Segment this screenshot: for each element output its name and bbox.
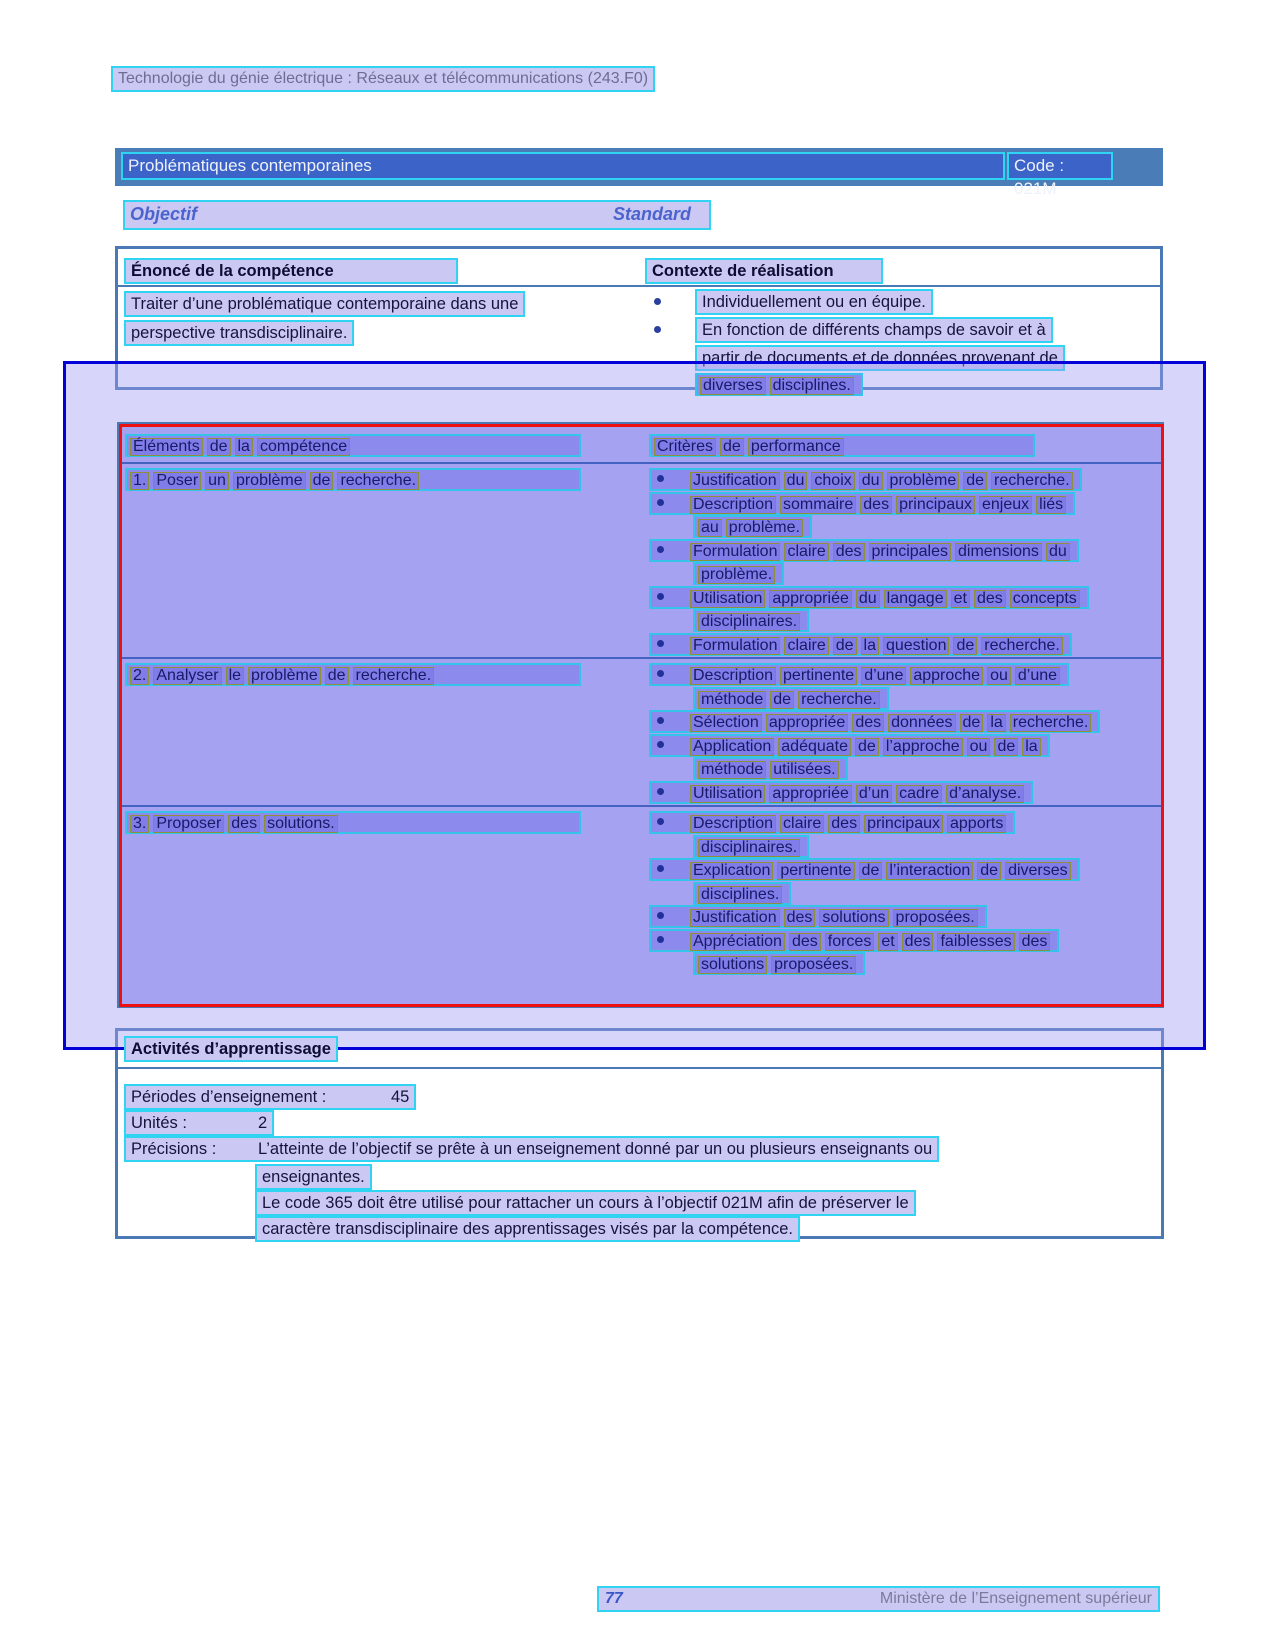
word-annotation: principales (869, 543, 951, 561)
word-annotation: de (953, 637, 977, 655)
word-annotation: problème (248, 667, 321, 685)
word-annotation: appropriée (769, 785, 852, 803)
criteria-line (693, 882, 791, 905)
word-annotation: approche (910, 667, 983, 685)
word-annotation: disciplinaires. (698, 613, 800, 631)
word-annotation: la (861, 637, 879, 655)
word-annotation: recherche. (353, 667, 435, 685)
bullet-icon (657, 818, 664, 825)
element-label (125, 663, 581, 686)
word-annotation: Appréciation (690, 933, 785, 951)
word-annotation: l’interaction (886, 862, 973, 880)
word-annotation: le (226, 667, 244, 685)
word-annotation: question (883, 637, 950, 655)
word-annotation: problème (233, 472, 306, 490)
word-annotation: d’une (861, 667, 906, 685)
word-annotation: des (789, 933, 821, 951)
bullet-icon (657, 741, 664, 748)
word-annotation: 2. (130, 667, 149, 685)
word-annotation: et (951, 590, 970, 608)
bullet-icon (657, 499, 664, 506)
word-annotation: Description (690, 496, 776, 514)
text-line: Traiter d’une problématique contemporaine dans une (124, 291, 525, 317)
periods-value: 45 (391, 1088, 410, 1106)
word-annotation: la (1022, 738, 1040, 756)
word-annotation: faiblesses (937, 933, 1014, 951)
activities-header (124, 1036, 338, 1062)
table-header-separator (119, 462, 1162, 464)
word-annotation: Justification (690, 472, 780, 490)
word-annotation: et (878, 933, 897, 951)
word-annotation: ou (987, 667, 1011, 685)
criteria-line (649, 539, 1079, 562)
word-annotation: recherche. (981, 637, 1063, 655)
word-annotation: solutions (819, 909, 888, 927)
bullet-icon (657, 936, 664, 943)
word-annotation: recherche. (1010, 714, 1092, 732)
criteria-list (649, 468, 1089, 656)
column-header-criteres (649, 434, 1035, 457)
word-annotation: Sélection (690, 714, 762, 732)
precisions-continuation: enseignantes. (255, 1164, 372, 1190)
word-annotation: performance (748, 438, 844, 456)
word-annotation: adéquate (778, 738, 851, 756)
word-annotation: Description (690, 815, 776, 833)
precisions-continuation: caractère transdisciplinaire des apprentissages visés par la compétence. (255, 1216, 800, 1242)
banner-title: Problématiques contemporaines (121, 152, 1005, 180)
word-annotation: proposées. (771, 956, 856, 974)
criteria-line (649, 781, 1033, 804)
word-annotation: de (720, 438, 744, 456)
word-annotation: appropriée (766, 714, 849, 732)
word-annotation: claire (780, 815, 824, 833)
bullet-icon (657, 865, 664, 872)
word-annotation: des (828, 815, 860, 833)
word-annotation: problème (887, 472, 960, 490)
word-annotation: de (770, 691, 794, 709)
word-annotation: utilisées. (770, 761, 838, 779)
text-line (695, 373, 863, 396)
word-annotation: un (205, 472, 229, 490)
word-annotation: forces (825, 933, 875, 951)
bullet-icon (657, 475, 664, 482)
elements-table (117, 422, 1164, 1008)
word-annotation: Analyser (153, 667, 221, 685)
bullet-icon (657, 670, 664, 677)
criteria-line (649, 811, 1015, 834)
criteria-line (649, 586, 1089, 609)
criteria-line (649, 710, 1100, 733)
word-annotation: d’un (856, 785, 892, 803)
word-annotation: Description (690, 667, 776, 685)
criteria-line (693, 757, 848, 780)
bullet-icon (657, 717, 664, 724)
table-row-separator (119, 657, 1162, 659)
objectif-label: Objectif (130, 204, 198, 224)
word-annotation: Proposer (153, 815, 224, 833)
word-annotation: Application (690, 738, 774, 756)
criteria-line (649, 858, 1080, 881)
criteria-list (649, 811, 1080, 976)
word-annotation: du (1046, 543, 1070, 561)
word-annotation: apports (947, 815, 1006, 833)
activities-header-text: Activités d’apprentissage (124, 1036, 338, 1062)
word-annotation: d’une (1015, 667, 1060, 685)
word-annotation: Poser (153, 472, 201, 490)
word-annotation: diverses (700, 377, 766, 395)
word-annotation: pertinente (777, 862, 854, 880)
precisions-text: L’atteinte de l’objectif se prête à un enseignement donné par un ou plusieurs enseignants ou (258, 1140, 933, 1158)
text-line: En fonction de différents champs de savoir et à (695, 317, 1053, 343)
criteria-list (649, 663, 1100, 804)
bullet-icon (657, 788, 664, 795)
bullet-icon (657, 640, 664, 647)
word-annotation: problème. (698, 566, 775, 584)
word-annotation: Justification (690, 909, 780, 927)
document-header-text: Technologie du génie électrique : Réseaux et télécommunications (243.F0) (111, 66, 655, 92)
word-annotation: de (977, 862, 1001, 880)
list-item (645, 289, 933, 315)
word-annotation: recherche. (991, 472, 1073, 490)
word-annotation: l’approche (883, 738, 963, 756)
word-annotation: principaux (864, 815, 943, 833)
word-annotation: de (833, 637, 857, 655)
word-annotation: de (994, 738, 1018, 756)
word-annotation: appropriée (769, 590, 852, 608)
word-annotation: de (325, 667, 349, 685)
criteria-line (693, 835, 809, 858)
word-annotation: Formulation (690, 543, 780, 561)
word-annotation: langage (884, 590, 947, 608)
word-annotation: claire (784, 543, 828, 561)
word-annotation: solutions (698, 956, 767, 974)
text-line: perspective transdisciplinaire. (124, 320, 354, 346)
criteria-line (693, 609, 809, 632)
word-annotation: de (855, 738, 879, 756)
objectif-standard-row (123, 200, 711, 230)
word-annotation: problème. (726, 519, 803, 537)
page-number: 77 (605, 1590, 623, 1607)
word-annotation: du (856, 590, 880, 608)
table-row-separator (119, 805, 1162, 807)
word-annotation: recherche. (337, 472, 419, 490)
word-annotation: proposées. (893, 909, 978, 927)
word-annotation: concepts (1010, 590, 1080, 608)
criteria-line (693, 515, 812, 538)
word-annotation: claire (784, 637, 828, 655)
word-annotation: des (860, 496, 892, 514)
word-annotation: des (852, 714, 884, 732)
bullet-icon (654, 298, 661, 305)
column-header-contexte: Contexte de réalisation (645, 258, 883, 284)
word-annotation: ou (967, 738, 991, 756)
units-row (124, 1110, 274, 1136)
criteria-line (693, 952, 865, 975)
word-annotation: des (902, 933, 934, 951)
criteria-line (693, 687, 889, 710)
word-annotation: pertinente (780, 667, 857, 685)
text-line: Individuellement ou en équipe. (695, 289, 933, 315)
column-header-enonce: Énoncé de la compétence (124, 258, 458, 284)
word-annotation: méthode (698, 691, 766, 709)
column-header-elements (125, 434, 581, 457)
word-annotation: au (698, 519, 722, 537)
word-annotation: de (963, 472, 987, 490)
bullet-icon (657, 546, 664, 553)
word-annotation: des (974, 590, 1006, 608)
footer (597, 1586, 1160, 1612)
section-banner (115, 148, 1163, 198)
bullet-icon (654, 326, 661, 333)
word-annotation: la (235, 438, 253, 456)
units-value: 2 (258, 1114, 268, 1132)
word-annotation: de (207, 438, 231, 456)
word-annotation: 1. (130, 472, 149, 490)
word-annotation: 3. (130, 815, 149, 833)
bullet-icon (657, 912, 664, 919)
code-badge: Code : 021M (1007, 152, 1113, 180)
word-annotation: de (960, 714, 984, 732)
word-annotation: Explication (690, 862, 773, 880)
criteria-line (649, 734, 1050, 757)
criteria-line (693, 562, 784, 585)
element-label (125, 468, 581, 491)
word-annotation: Éléments (130, 438, 203, 456)
precisions-continuation: Le code 365 doit être utilisé pour rattacher un cours à l’objectif 021M afin de préserver le (255, 1190, 916, 1216)
word-annotation: cadre (896, 785, 942, 803)
activities-table (115, 1028, 1164, 1239)
document-header (111, 66, 655, 92)
word-annotation: méthode (698, 761, 766, 779)
word-annotation: de (310, 472, 334, 490)
table-header-separator (118, 1067, 1161, 1069)
word-annotation: données (888, 714, 955, 732)
word-annotation: du (859, 472, 883, 490)
word-annotation: des (784, 909, 816, 927)
word-annotation: sommaire (780, 496, 856, 514)
word-annotation: diverses (1005, 862, 1071, 880)
criteria-line (649, 905, 987, 928)
word-annotation: Utilisation (690, 590, 765, 608)
word-annotation: Critères (654, 438, 716, 456)
precisions-row (124, 1136, 939, 1162)
word-annotation: des (833, 543, 865, 561)
criteria-line (649, 633, 1072, 656)
units-label: Unités : (131, 1114, 187, 1132)
word-annotation: de (859, 862, 883, 880)
word-annotation: disciplines. (770, 377, 854, 395)
activities-body (124, 1084, 939, 1242)
ministry-label: Ministère de l’Enseignement supérieur (879, 1590, 1152, 1607)
word-annotation: dimensions (955, 543, 1042, 561)
word-annotation: des (228, 815, 260, 833)
word-annotation: d’analyse. (946, 785, 1024, 803)
standard-label: Standard (613, 204, 692, 224)
periods-row (124, 1084, 416, 1110)
word-annotation: Formulation (690, 637, 780, 655)
criteria-line (649, 929, 1059, 952)
word-annotation: disciplinaires. (698, 839, 800, 857)
word-annotation: compétence (257, 438, 350, 456)
word-annotation: solutions. (264, 815, 338, 833)
word-annotation: Utilisation (690, 785, 765, 803)
criteria-line (649, 663, 1069, 686)
word-annotation: des (1019, 933, 1051, 951)
table-header-separator (118, 285, 1160, 287)
word-annotation: disciplines. (698, 886, 782, 904)
precisions-label: Précisions : (131, 1140, 217, 1158)
word-annotation: choix (811, 472, 854, 490)
criteria-line (649, 492, 1075, 515)
element-label (125, 811, 581, 834)
word-annotation: recherche. (798, 691, 880, 709)
criteria-line (649, 468, 1082, 491)
text-line: partir de documents et de données provenant de (695, 345, 1065, 371)
word-annotation: enjeux (979, 496, 1032, 514)
bullet-icon (657, 593, 664, 600)
word-annotation: liés (1036, 496, 1066, 514)
periods-label: Périodes d’enseignement : (131, 1088, 327, 1106)
word-annotation: principaux (896, 496, 975, 514)
word-annotation: la (987, 714, 1005, 732)
competence-statement (124, 291, 525, 346)
word-annotation: du (784, 472, 808, 490)
